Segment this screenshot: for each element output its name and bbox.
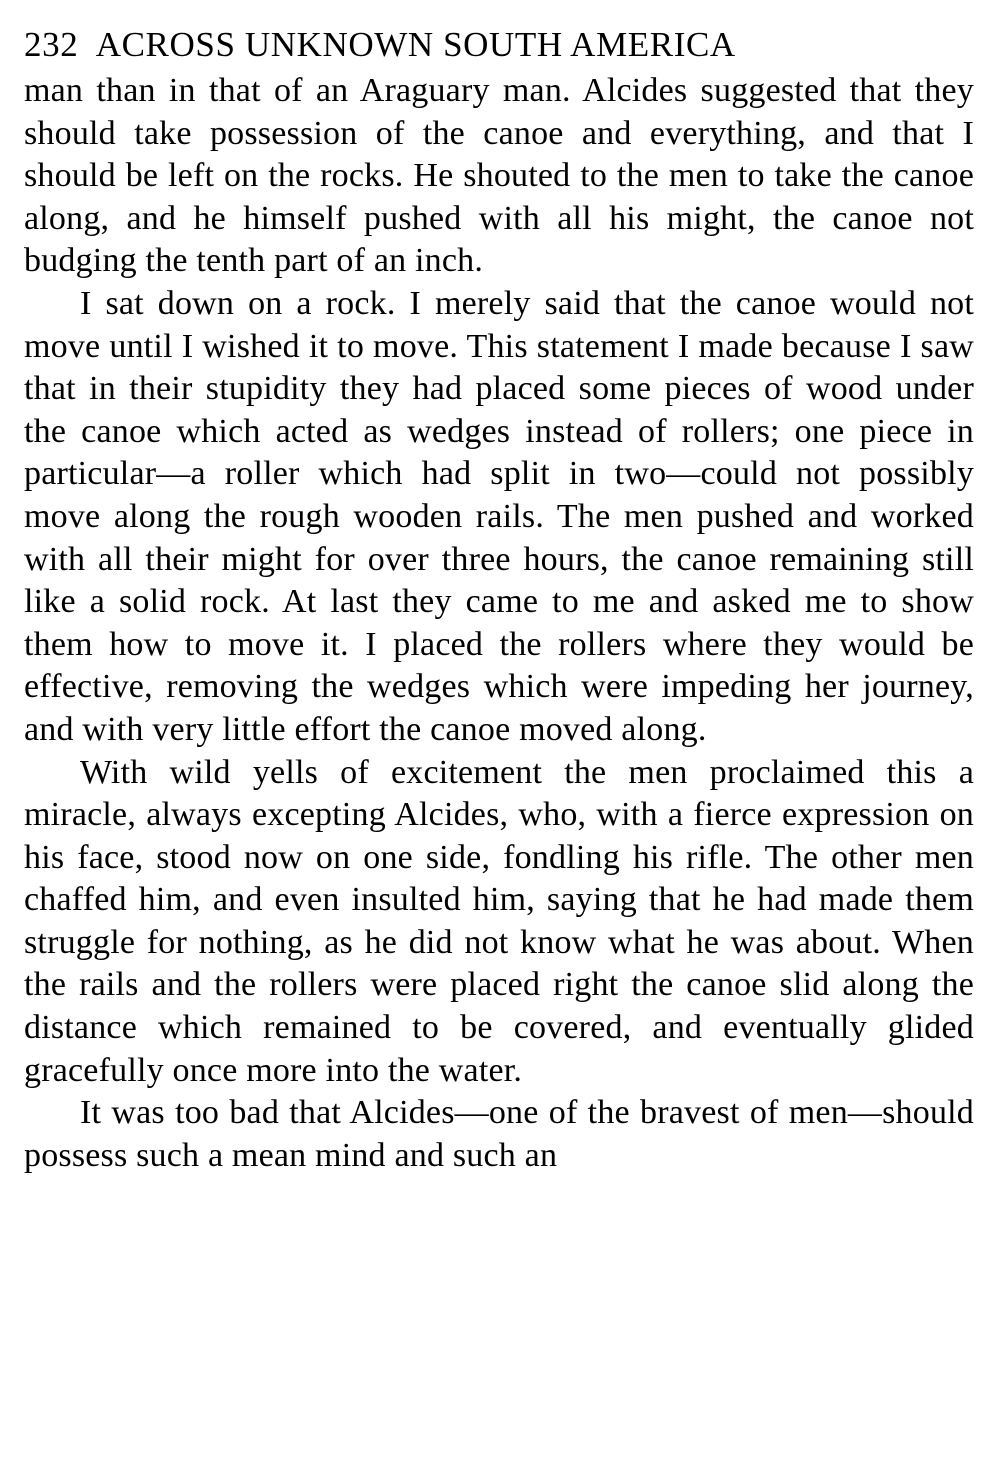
paragraph: I sat down on a rock. I merely said that the canoe would not move until I wished it to move. This statement I made because I saw that in their stupidity they had placed some pieces of wood under the canoe which acted as wedges instead of rollers; one piece in particular—a roller which had split in two—could not possibly move along the rough wooden rails. The men pushed and worked with all their might for over three hours, the canoe remaining still like a solid rock. At last they came to me and asked me to show them how to move it. I placed the rollers where they would be effective, removing the wedges which were impeding her journey, and with very little effort the canoe moved along. [24, 284, 974, 748]
book-page [24, 20, 974, 1177]
paragraph: With wild yells of excitement the men proclaimed this a miracle, always excepting Alcides, who, with a fierce expression on his face, stood now on one side, fondling his rifle. The other men chaffed him, and even insulted him, saying that he had made them struggle for nothing, as he did not know what he was about. When the rails and the rollers were placed right the canoe slid along the distance which remained to be covered, and eventually glided gracefully once more into the water. [24, 753, 974, 1089]
body-text [24, 70, 974, 1177]
running-head [24, 20, 974, 70]
page-number: 232 [24, 25, 79, 64]
book-title: ACROSS UNKNOWN SOUTH AMERICA [95, 25, 736, 64]
paragraph-continues: It was too bad that Alcides—one of the bravest of men—should possess such a mean mind and such an [24, 1094, 974, 1174]
paragraph-continued: man than in that of an Araguary man. Alcides suggested that they should take possession of the canoe and everything, and that I should be left on the rocks. He shouted to the men to take the canoe along, and he himself pushed with all his might, the canoe not budging the tenth part of an inch. [24, 72, 974, 280]
